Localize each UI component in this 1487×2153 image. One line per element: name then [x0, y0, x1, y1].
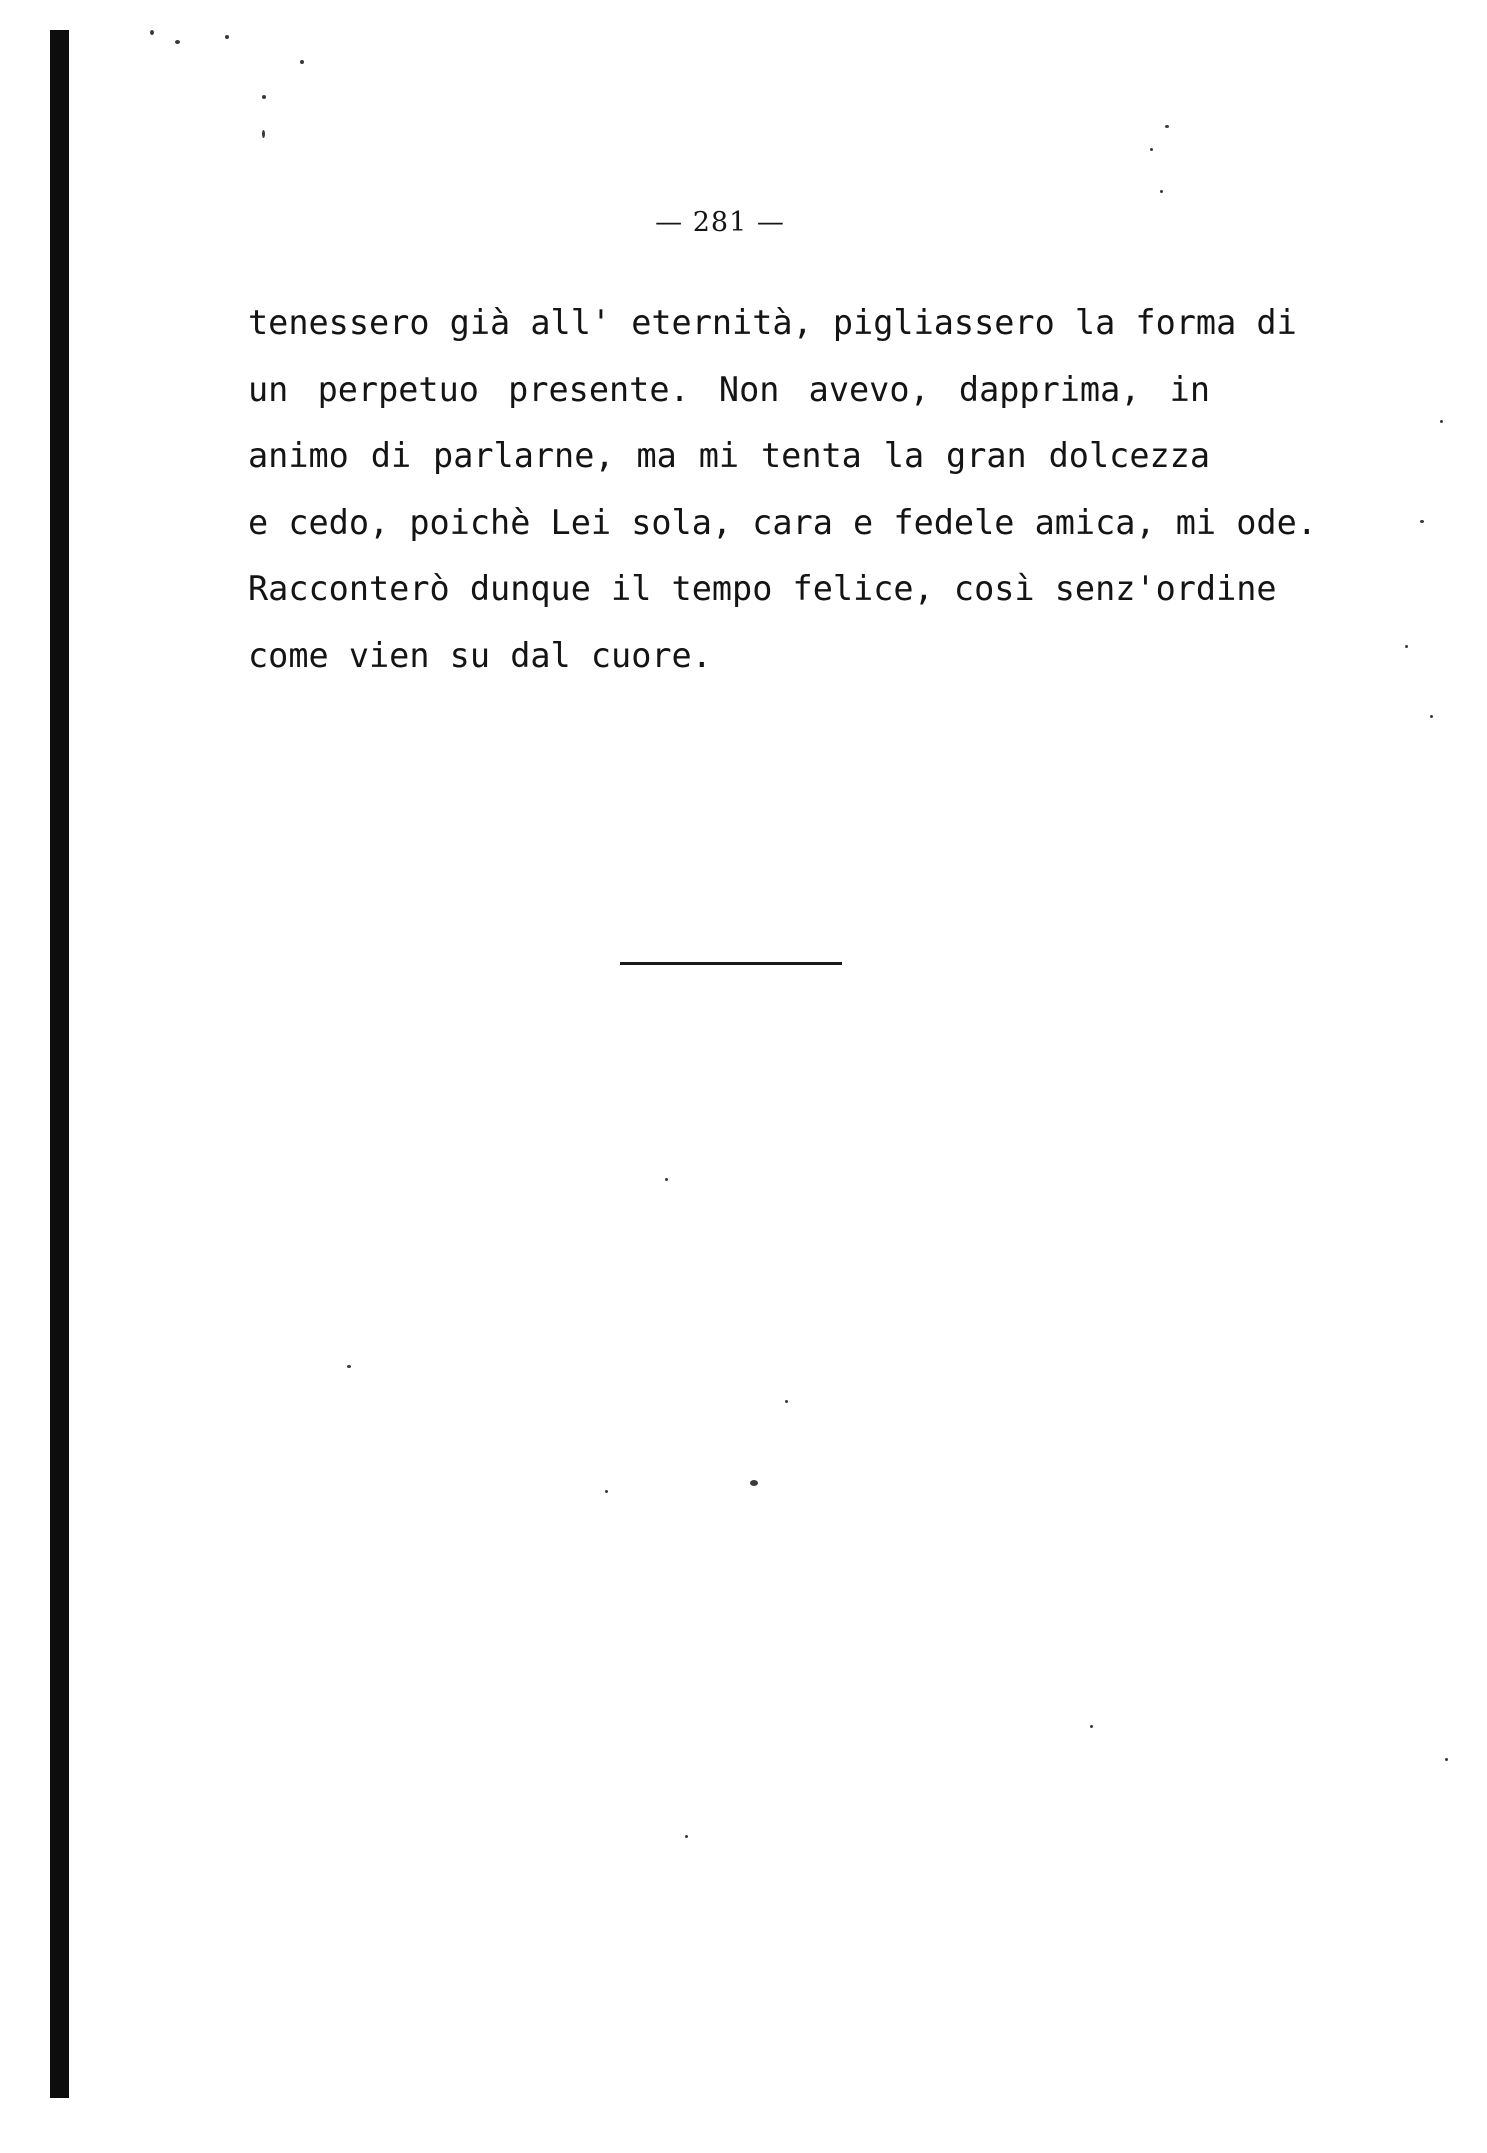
- page-number: — 281 —: [655, 207, 785, 238]
- scan-binding-edge: [50, 30, 69, 2098]
- text-line: un perpetuo presente. Non avevo, dapprima, in: [248, 369, 1210, 409]
- scan-speck: [1160, 190, 1163, 193]
- scan-speck: [1440, 420, 1443, 423]
- scan-speck: [1165, 125, 1169, 128]
- scan-speck: [262, 95, 266, 99]
- text-line: come vien su dal cuore.: [248, 635, 712, 675]
- scan-speck: [262, 130, 265, 138]
- scan-speck: [1150, 148, 1153, 151]
- scan-speck: [1420, 520, 1424, 523]
- text-line: e cedo, poichè Lei sola, cara e fedele amica, mi ode.: [248, 502, 1317, 542]
- scan-speck: [347, 1365, 351, 1368]
- scan-speck: [750, 1480, 758, 1486]
- text-line: tenessero già all' eternità, pigliassero la forma di: [248, 303, 1297, 342]
- scan-speck: [785, 1400, 788, 1403]
- text-line: Racconterò dunque il tempo felice, così senz'ordine: [248, 569, 1277, 608]
- body-paragraph: [248, 290, 1317, 689]
- scan-speck: [175, 40, 180, 44]
- scan-speck: [1090, 1725, 1093, 1728]
- scan-speck: [1405, 645, 1408, 648]
- text-line: animo di parlarne, ma mi tenta la gran dolcezza: [248, 436, 1210, 475]
- scan-speck: [1445, 1758, 1448, 1761]
- scan-speck: [300, 60, 304, 64]
- scan-speck: [665, 1178, 668, 1181]
- scan-speck: [225, 35, 229, 39]
- scan-speck: [685, 1835, 688, 1838]
- scan-speck: [1430, 715, 1433, 718]
- scan-speck: [605, 1490, 608, 1493]
- scan-speck: [150, 30, 154, 35]
- section-end-rule: [620, 962, 842, 965]
